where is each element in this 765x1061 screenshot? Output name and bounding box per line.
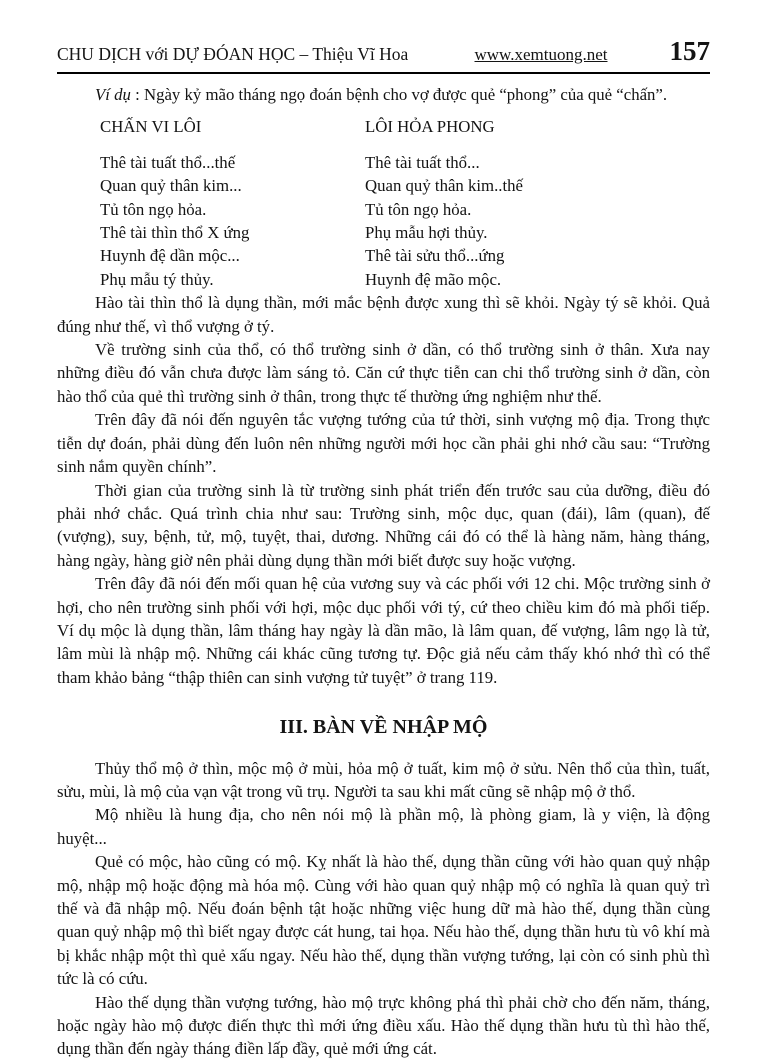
hexagram-line: Tủ tôn ngọ hỏa. [100,199,207,219]
hexagram-line: Quan quỷ thân kim... [100,176,242,196]
body-paragraph: Trên đây đã nói đến nguyên tắc vượng tướng của tứ thời, sinh vượng mộ địa. Trong thực tiễn dự đoán, phải dùng đến luôn nên những người mới học cần phải ghi nhớ cầu sau: “Trường sinh nắm quyền chính”. [57,410,710,477]
example-text: : Ngày kỷ mão tháng ngọ đoán bệnh cho vợ được quẻ “phong” của quẻ “chấn”. [130,85,668,104]
section-paragraph: Quẻ có mộc, hào cũng có mộ. Kỵ nhất là hào thế, dụng thần cũng với hào quan quỷ nhập mộ, nhập mộ hoặc động mà hóa mộ. Cùng với hào quan quỷ nhập mộ có nghĩa là quan quỷ trì thế và đã nhập mộ. Nếu đoán bệnh tật hoặc những việc hung dữ mà hào thế, dụng thần cùng quan quỷ nhập mộ thì biết ngay được cát hung, tai họa. Nếu hào thế, dụng thần hưu tù vô khí mà bị khắc nhập một thì quẻ xấu ngay. Nếu hào thế, dụng thần vượng tướng, lại còn có sinh phù thì tức là có cứu. [57,852,710,989]
section-heading: III. BÀN VỀ NHẬP MỘ [279,716,488,739]
hexagram-line: Thê tài thìn thổ X ứng [100,223,250,243]
hexagram-line: Phụ mẫu tý thủy. [100,269,214,289]
body-paragraph: Về trường sinh của thổ, có thổ trường sinh ở dần, có thổ trường sinh ở thân. Xưa nay những điều đó vẫn chưa được làm sáng tỏ. Căn cứ thực tiễn can chi thổ trường sinh ở dần, còn hào thổ của quẻ thì trường sinh ở thân, trong thực tế thường ứng nghiệm như thế. [57,340,710,406]
hexagram-left-column [100,115,365,291]
example-sentence [57,83,710,106]
book-title: CHU DỊCH với DỰ ĐÓAN HỌC – Thiệu Vĩ Hoa [57,44,409,64]
hexagram-line: Thê tài tuất thổ... [365,152,480,172]
hexagram-line: Thê tài sửu thổ...ứng [365,246,505,266]
hexagram-right-title: LÔI HỎA PHONG [365,117,495,137]
section-paragraph: Hào thế dụng thần vượng tướng, hào mộ trực không phá thì phải chờ cho đến năm, tháng, hoặc ngày hào mộ được điến thực thì mới ứng điều xấu. Hào thế dụng thần hưu tù thì hào thế, dụng thần đến ngày tháng điền lấp đầy, quẻ mới ứng cát. [57,992,710,1059]
hexagram-line: Phụ mẫu hợi thủy. [365,223,488,243]
hexagram-line: Huynh đệ mão mộc. [365,269,502,289]
page-number: 157 [669,36,710,66]
page-header [57,38,710,74]
hexagram-left-title: CHẤN VI LÔI [100,117,202,137]
example-label: Ví dụ [95,85,131,104]
section-paragraph: Thủy thổ mộ ở thìn, mộc mộ ở mùi, hỏa mộ ở tuất, kim mộ ở sửu. Nên thổ của thìn, tuất, sửu, mùi, là mộ của vạn vật trong vũ trụ. Người ta sau khi mất cũng sẽ nhập mộ ở thổ. [57,758,710,801]
body-paragraph: Hào tài thìn thổ là dụng thần, mới mắc bệnh được xung thì sẽ khỏi. Ngày tý sẽ khỏi. Quả đúng như thế, vì thổ vượng ở tý. [57,293,710,336]
body-paragraph: Thời gian của trường sinh là từ trường sinh phát triển đến trước sau của dưỡng, điều đó phải nhớ chắc. Quá trình chia như sau: Trường sinh, mộc dục, quan (đái), lâm (quan), đế (vượng), suy, bệnh, tử, mộ, tuyệt, thai, dương. Những cái đó có thể là hàng năm, hàng tháng, hàng ngày, hàng giờ nên phải dùng dụng thần mới biết được suy hoặc vượng. [57,480,710,570]
hexagram-line: Quan quỷ thân kim..thế [365,176,523,196]
hexagram-line: Huynh đệ dần mộc... [100,246,240,266]
hexagram-line: Tủ tôn ngọ hỏa. [365,199,472,219]
hexagram-right-column [365,115,523,291]
hexagram-columns [57,115,710,291]
website-link[interactable]: www.xemtuong.net [474,45,608,64]
body-paragraph: Trên đây đã nói đến mối quan hệ của vương suy và các phối với 12 chi. Mộc trường sinh ở hợi, cho nên trường sinh phối với hợi, mộc dục phối với tý, cứ theo chiều kim đó mà phối tiếp. Ví dụ mộc là dụng thần, lâm tháng hay ngày là dần mão, là lâm quan, đế vượng, lâm ngọ là tử, lâm mùi là nhập mộ. Những cái khác cũng tương tự. Độc giả nếu cảm thấy khó nhớ thì có thể tham khảo bảng “thập thiên can sinh vượng tử tuyệt” ở trang 119. [57,574,710,687]
section-paragraph: Mộ nhiều là hung địa, cho nên nói mộ là phần mộ, là phòng giam, là y viện, là động huyệt... [57,805,710,848]
hexagram-line: Thê tài tuất thổ...thế [100,152,236,172]
